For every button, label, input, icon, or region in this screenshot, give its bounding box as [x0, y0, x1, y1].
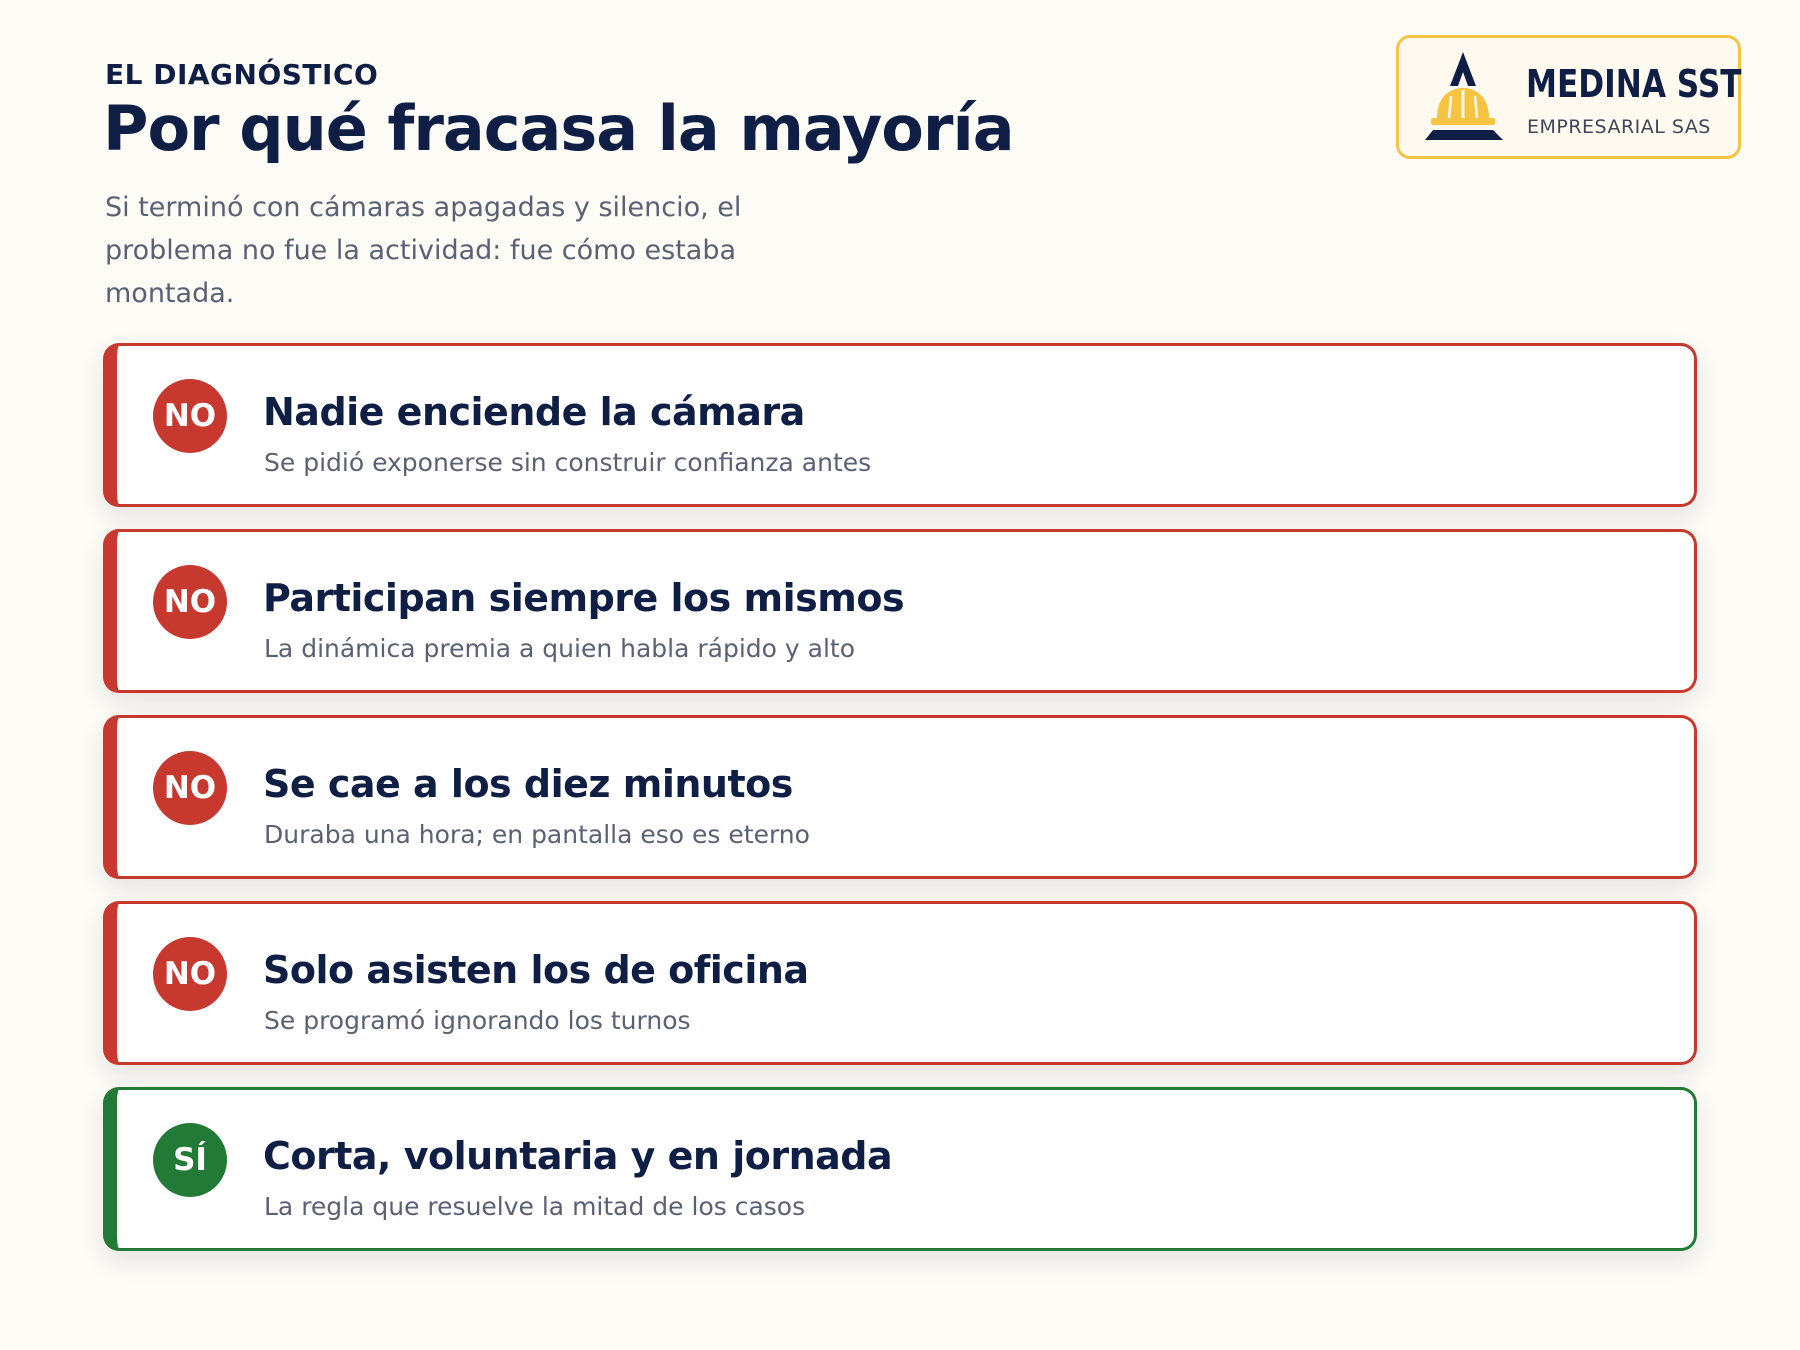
company-logo: [1396, 35, 1741, 159]
item-description: Duraba una hora; en pantalla eso es eterno: [264, 820, 810, 849]
status-badge: NO: [153, 751, 227, 825]
logo-subtitle: EMPRESARIAL SAS: [1527, 116, 1711, 138]
item-title: Nadie enciende la cámara: [263, 390, 805, 434]
status-badge: SÍ: [153, 1123, 227, 1197]
list-item: [103, 529, 1697, 693]
status-badge: NO: [153, 937, 227, 1011]
list-item: [103, 343, 1697, 507]
page-subtitle: Si terminó con cámaras apagadas y silencio, el problema no fue la actividad: fue cómo estaba montada.: [105, 192, 742, 309]
item-title: Se cae a los diez minutos: [263, 762, 793, 806]
list-item-positive: [103, 1087, 1697, 1251]
item-description: Se programó ignorando los turnos: [264, 1006, 691, 1035]
item-description: Se pidió exponerse sin construir confianza antes: [264, 448, 872, 477]
item-title: Solo asisten los de oficina: [263, 948, 809, 992]
list-item: [103, 715, 1697, 879]
status-badge: NO: [153, 565, 227, 639]
eyebrow-label: EL DIAGNÓSTICO: [105, 58, 379, 91]
item-description: La dinámica premia a quien habla rápido y alto: [264, 634, 856, 663]
page-title: Por qué fracasa la mayoría: [103, 92, 1014, 165]
list-item: [103, 901, 1697, 1065]
item-description: La regla que resuelve la mitad de los casos: [264, 1192, 806, 1221]
logo-name: MEDINA SST: [1526, 62, 1742, 106]
item-title: Participan siempre los mismos: [263, 576, 905, 620]
status-badge: NO: [153, 379, 227, 453]
item-title: Corta, voluntaria y en jornada: [263, 1134, 893, 1178]
diagnosis-list: [103, 343, 1697, 1273]
hardhat-mountain-icon: [1419, 48, 1519, 148]
